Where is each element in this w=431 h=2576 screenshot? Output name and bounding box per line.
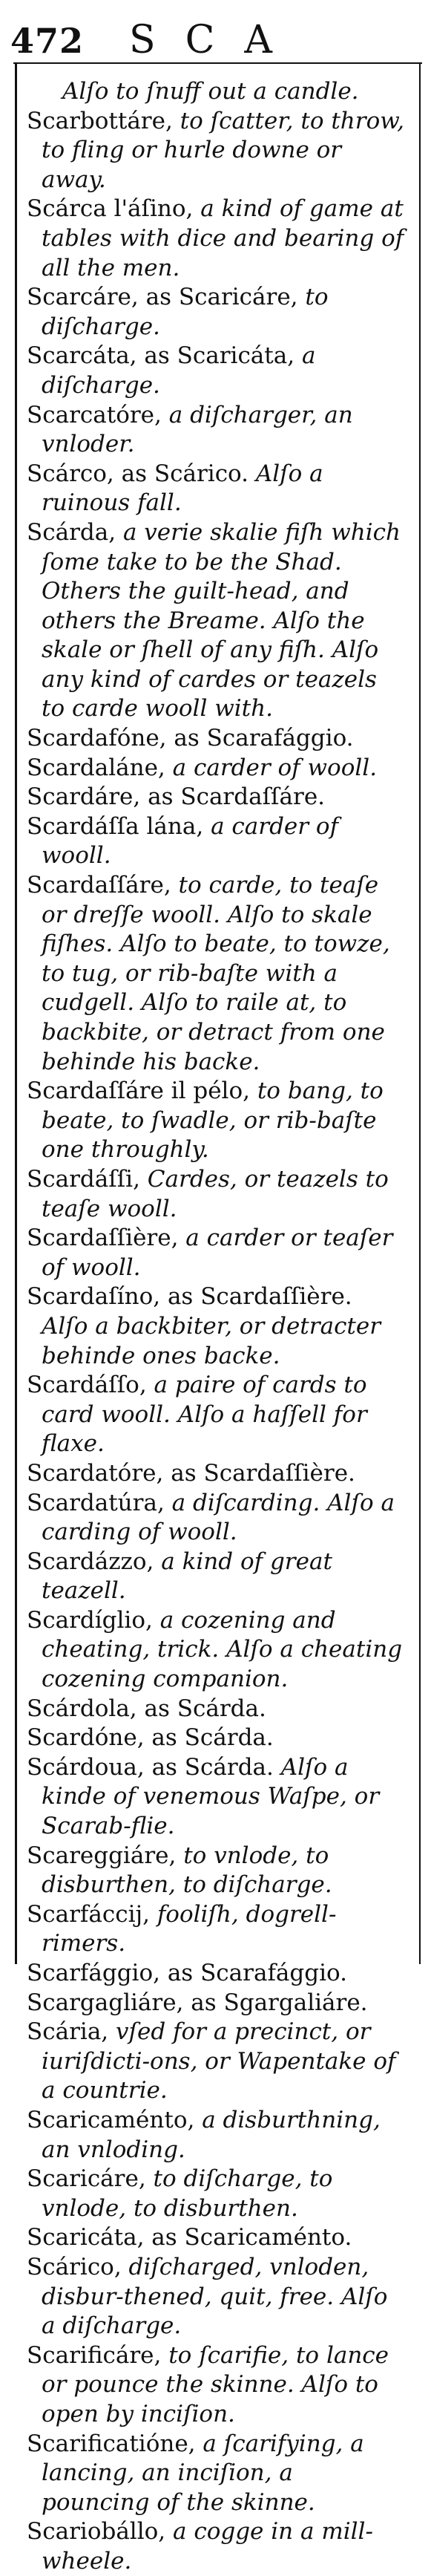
dictionary-entry [27,1489,405,1548]
dictionary-entry [27,2253,405,2341]
entry-headword: Scargagliáre, as Sgargaliáre. [27,1989,368,2016]
dictionary-entry [27,107,405,195]
entry-headword: Scárico, [27,2253,122,2280]
entry-headword: Scardáſſi, [27,1165,140,1193]
dictionary-entry [27,401,405,460]
entry-headword: Scardáſſa lána, [27,812,204,840]
page-header [0,0,431,65]
entry-headword: Scardaſſáre il pélo, [27,1077,250,1105]
entry-definition: a diſcharge. [42,342,316,399]
dictionary-entry [27,342,405,400]
entry-headword: Scardatúra, [27,1489,165,1516]
entry-headword: Scardóne, as Scárda. [27,1724,274,1752]
dictionary-entry [27,1753,405,1842]
entry-definition: a cozening and cheating, trick. Alſo a cheating cozening companion. [42,1606,403,1693]
entry-headword: Scardázzo, [27,1548,154,1575]
dictionary-entry [27,2517,405,2576]
entry-definition: Alſo to ſnuff out a candle. [62,78,359,105]
entry-definition: to vnlode, to disburthen, to diſcharge. [42,1842,332,1899]
top-rule [13,62,422,64]
entry-headword: Scárdoua, as Scárda. [27,1753,274,1781]
entry-headword: Scardaſíno, as Scardaſſière. [27,1283,352,1311]
entry-definition: a diſcarding. Alſo a carding of wooll. [42,1489,395,1546]
entry-headword: Scárco, as Scárico. [27,460,249,487]
entry-definition: to diſcharge. [42,284,329,340]
entry-definition: a carder or teaſer of wooll. [42,1225,393,1281]
entry-definition: a carder of wooll. [165,754,378,781]
entry-headword: Scarcáre, as Scaricáre, [27,284,298,311]
entry-definition: a disburthning, an vnloding. [42,2106,381,2163]
entry-definition: a kind of great teazell. [42,1548,332,1605]
entry-headword: Scardaláne, [27,754,165,781]
left-column-rule [15,62,17,1964]
entry-definition: Alſo a backbiter, or detracter behinde ones backe. [42,1312,381,1369]
entry-headword: Scárda, [27,518,116,546]
dictionary-entry [27,1842,405,1900]
entry-headword: Scaricáre, [27,2165,146,2193]
entry-headword: Scarcáta, as Scaricáta, [27,342,295,370]
dictionary-entry [27,724,405,754]
entry-headword: Scardáre, as Scardaſſáre. [27,783,326,811]
entry-definition: a diſcharger, an vnloder. [42,401,353,458]
entry-definition: to bang, to beate, to ſwadle, or rib-baſte one throughly. [42,1077,384,1164]
entry-definition: fooliſh, dogrell-rimers. [42,1900,337,1957]
dictionary-entry [27,2165,405,2223]
dictionary-entry [27,871,405,1077]
dictionary-entry [27,1224,405,1282]
dictionary-entry [27,2430,405,2518]
entry-definition: a verie skalie fiſh which ſome take to be the Shad. Others the guilt-head, and others the Breame. Alſo the skale or ſhell of any fiſh. Alſo any kind of cardes or teazels to carde wooll with. [42,518,401,723]
dictionary-entry [27,1724,405,1753]
entry-definition: vſed for a precinct, or iuriſdicti-ons, or Wapentake of a countrie. [42,2018,396,2104]
entry-definition: a ſcarifying, a lancing, an inciſion, a pouncing of the skinne. [42,2430,364,2516]
dictionary-entry [27,1606,405,1695]
dictionary-entry [27,1900,405,1959]
entry-definition: a cogge in a mill-wheele. [42,2518,373,2575]
right-column-rule [419,62,421,1964]
entry-headword: Scarcatóre, [27,401,162,428]
entry-headword: Scarificatióne, [27,2430,196,2457]
dictionary-entry [27,1459,405,1489]
entry-headword: Scarificáre, [27,2341,162,2369]
dictionary-entry [27,2341,405,2430]
dictionary-entry [27,2223,405,2253]
entry-headword: Scarbottáre, [27,107,173,134]
dictionary-entry [27,518,405,724]
dictionary-entry [27,1548,405,1606]
entry-headword: Scariobállo, [27,2518,166,2546]
entry-definition: Alſo a kinde of venemous Waſpe, or Scarab-flie. [42,1753,380,1840]
entry-definition: to diſcharge, to vnlode, to disburthen. [42,2165,333,2222]
dictionary-entry [27,1282,405,1371]
dictionary-entry [27,812,405,871]
page-number: 472 [10,21,85,61]
dictionary-entry [27,754,405,783]
entry-headword: Scareggiáre, [27,1842,177,1869]
entry-headword: Scárdola, as Scárda. [27,1695,266,1722]
entry-definition: Alſo a ruinous fall. [42,460,323,517]
entry-definition: Cardes, or teazels to teaſe wooll. [42,1165,389,1222]
entry-headword: Scardíglio, [27,1606,153,1634]
entry-headword: Scarfáccij, [27,1900,150,1928]
entry-definition: a paire of cards to card wooll. Alſo a haſſell for flaxe. [42,1372,367,1458]
entry-headword: Scardaſſáre, [27,872,171,899]
running-head: SCA [129,18,302,62]
dictionary-entry [27,460,405,518]
entry-headword: Scária, [27,2018,109,2046]
entry-definition: to ſcarifie, to lance or pounce the skinne. Alſo to open by inciſion. [42,2341,389,2427]
dictionary-entry [27,283,405,342]
entry-definition: to carde, to teaſe or dreſſe wooll. Alſo to skale fiſhes. Alſo to beate, to towze, to tug, or rib-baſte with a cudgell. Alſo to raile at, to backbite, or detract from one behinde his backe. [42,872,390,1075]
dictionary-entry [27,2018,405,2106]
dictionary-entry [27,77,405,107]
dictionary-entry [27,1959,405,1989]
entry-headword: Scárca l'áſino, [27,195,194,223]
dictionary-entry [27,783,405,812]
entry-definition: to ſcatter, to throw, to fling or hurle downe or away. [42,107,404,193]
entry-definition: a kind of game at tables with dice and bearing of all the men. [42,195,404,281]
dictionary-entry [27,1695,405,1724]
dictionary-entry [27,1371,405,1459]
entry-headword: Scardáſſo, [27,1372,147,1399]
entry-headword: Scarfággio, as Scarafággio. [27,1960,347,1986]
entry-headword: Scardatóre, as Scardaſſière. [27,1459,355,1487]
dictionary-entry [27,1077,405,1165]
entry-headword: Scardafóne, as Scarafággio. [27,725,354,752]
dictionary-entry [27,2106,405,2165]
entry-headword: Scardaſſière, [27,1225,179,1252]
dictionary-entry [27,195,405,283]
dictionary-entries [27,77,405,2576]
entry-definition: a carder of wooll. [42,812,339,870]
dictionary-entry [27,1165,405,1224]
entry-definition: diſcharged, vnloden, disbur-thened, quit, free. Alſo a diſcharge. [42,2253,388,2340]
entry-headword: Scaricáta, as Scaricaménto. [27,2224,352,2251]
entry-headword: Scaricaménto, [27,2106,195,2133]
dictionary-entry [27,1989,405,2018]
